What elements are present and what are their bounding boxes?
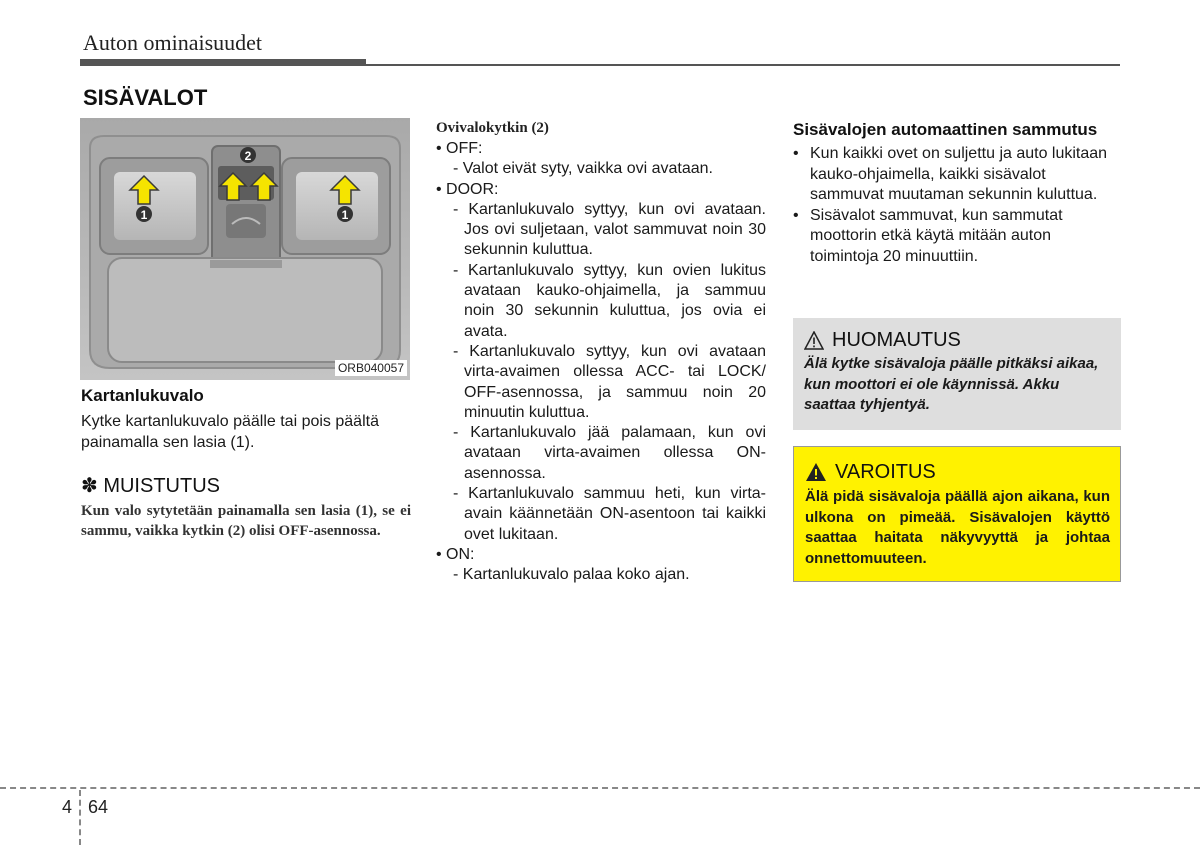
note-block [81, 474, 411, 541]
header-rule-thin [366, 64, 1120, 66]
map-light-text: Kytke kartanlukuvalo päälle tai pois päältä painamalla sen lasia (1). [81, 413, 379, 451]
mode-door-item: - Kartanlukuvalo syttyy, kun ovi avataan virta-avaimen ollessa ACC- tai LOCK/ OFF-asennossa, ja sammuu noin 20 minuutin kuluttua. [453, 342, 766, 421]
mode-door-item: - Kartanlukuvalo syttyy, kun ovi avataan. Jos ovi suljetaan, valot sammuvat noin 30 sekunnin kuluttua. [453, 200, 766, 259]
header-rule-thick [80, 59, 366, 66]
auto-off-bullet [793, 206, 1121, 268]
mode-off-label: • OFF: [436, 140, 483, 157]
mode-door-item: - Kartanlukuvalo sammuu heti, kun virta-avain käännetään ON-asentoon tai kaikki ovet lukitaan. [453, 485, 766, 543]
warning-heading-text: VAROITUS [835, 461, 936, 483]
mode-on-label: • ON: [436, 545, 475, 563]
label-1-left: 1 [140, 208, 148, 222]
chapter-number: 4 [62, 797, 73, 817]
note-heading-text: MUISTUTUS [103, 475, 220, 497]
caution-heading-text: HUOMAUTUS [832, 329, 961, 351]
footer-rule [0, 787, 1200, 789]
auto-off-heading: Sisävalojen automaattinen sammutus [793, 120, 1098, 139]
auto-off-bullet-text: Sisävalot sammuvat, kun sammutat moottorin etkä käytä mitään auton toimintoja 20 minuuttiin. [810, 206, 1063, 265]
caution-box [793, 318, 1121, 430]
door-switch-block [436, 117, 766, 586]
auto-off-bullet [793, 144, 1121, 206]
mode-door-item: - Kartanlukuvalo syttyy, kun ovien lukitus avataan kauko-ohjaimella, ja sammuu noin 30 sekunnin kuluttua, jos ovia ei avata. [453, 261, 766, 340]
bullet-icon: • [793, 145, 799, 162]
mode-door-label: • DOOR: [436, 180, 499, 198]
warning-triangle-icon [805, 462, 827, 482]
footer-divider [79, 790, 81, 845]
note-text: Kun valo sytytetään painamalla sen lasia (1), se ei sammu, vaikka kytkin (2) olisi OFF-asennossa. [81, 503, 411, 539]
auto-off-bullet-text: Kun kaikki ovet on suljettu ja auto lukitaan kauko-ohjaimella, kaikki sisävalot sammuvat muutaman sekunnin kuluttua. [810, 145, 1108, 204]
asterisk-icon: ✽ [81, 475, 98, 497]
auto-off-block [793, 119, 1121, 268]
warning-box [793, 446, 1121, 582]
caution-heading [804, 328, 1110, 352]
bullet-icon: • [793, 206, 799, 224]
label-1-right: 1 [341, 208, 349, 222]
map-light-heading: Kartanlukuvalo [81, 386, 204, 405]
running-header: Auton ominaisuudet [83, 30, 263, 55]
mode-on-item: - Kartanlukuvalo palaa koko ajan. [453, 566, 690, 584]
section-title: SISÄVALOT [83, 85, 208, 110]
warning-heading [805, 459, 1110, 485]
figure-code: ORB040057 [335, 360, 407, 376]
overhead-console-photo [80, 118, 410, 380]
page-number: 64 [88, 797, 109, 817]
console-illustration [80, 118, 410, 380]
label-2: 2 [244, 149, 252, 163]
caution-triangle-icon [804, 331, 824, 350]
map-light-block [81, 385, 411, 453]
door-switch-heading: Ovivalokytkin (2) [436, 120, 549, 136]
caution-text: Älä kytke sisävaloja päälle pitkäksi aikaa, kun moottori ei ole käynnissä. Akku saattaa tyhjentyä. [804, 355, 1099, 413]
mode-off-item: - Valot eivät syty, vaikka ovi avataan. [453, 160, 713, 178]
warning-text: Älä pidä sisävaloja päällä ajon aikana, kun ulkona on pimeää. Sisävalojen käyttö saattaa haitata näkyvyyttä ja johtaa onnettomuuteen. [805, 488, 1110, 567]
note-heading [81, 474, 411, 498]
mode-door-item: - Kartanlukuvalo jää palamaan, kun ovi avataan virta-avaimen ollessa ON-asennossa. [453, 424, 766, 482]
